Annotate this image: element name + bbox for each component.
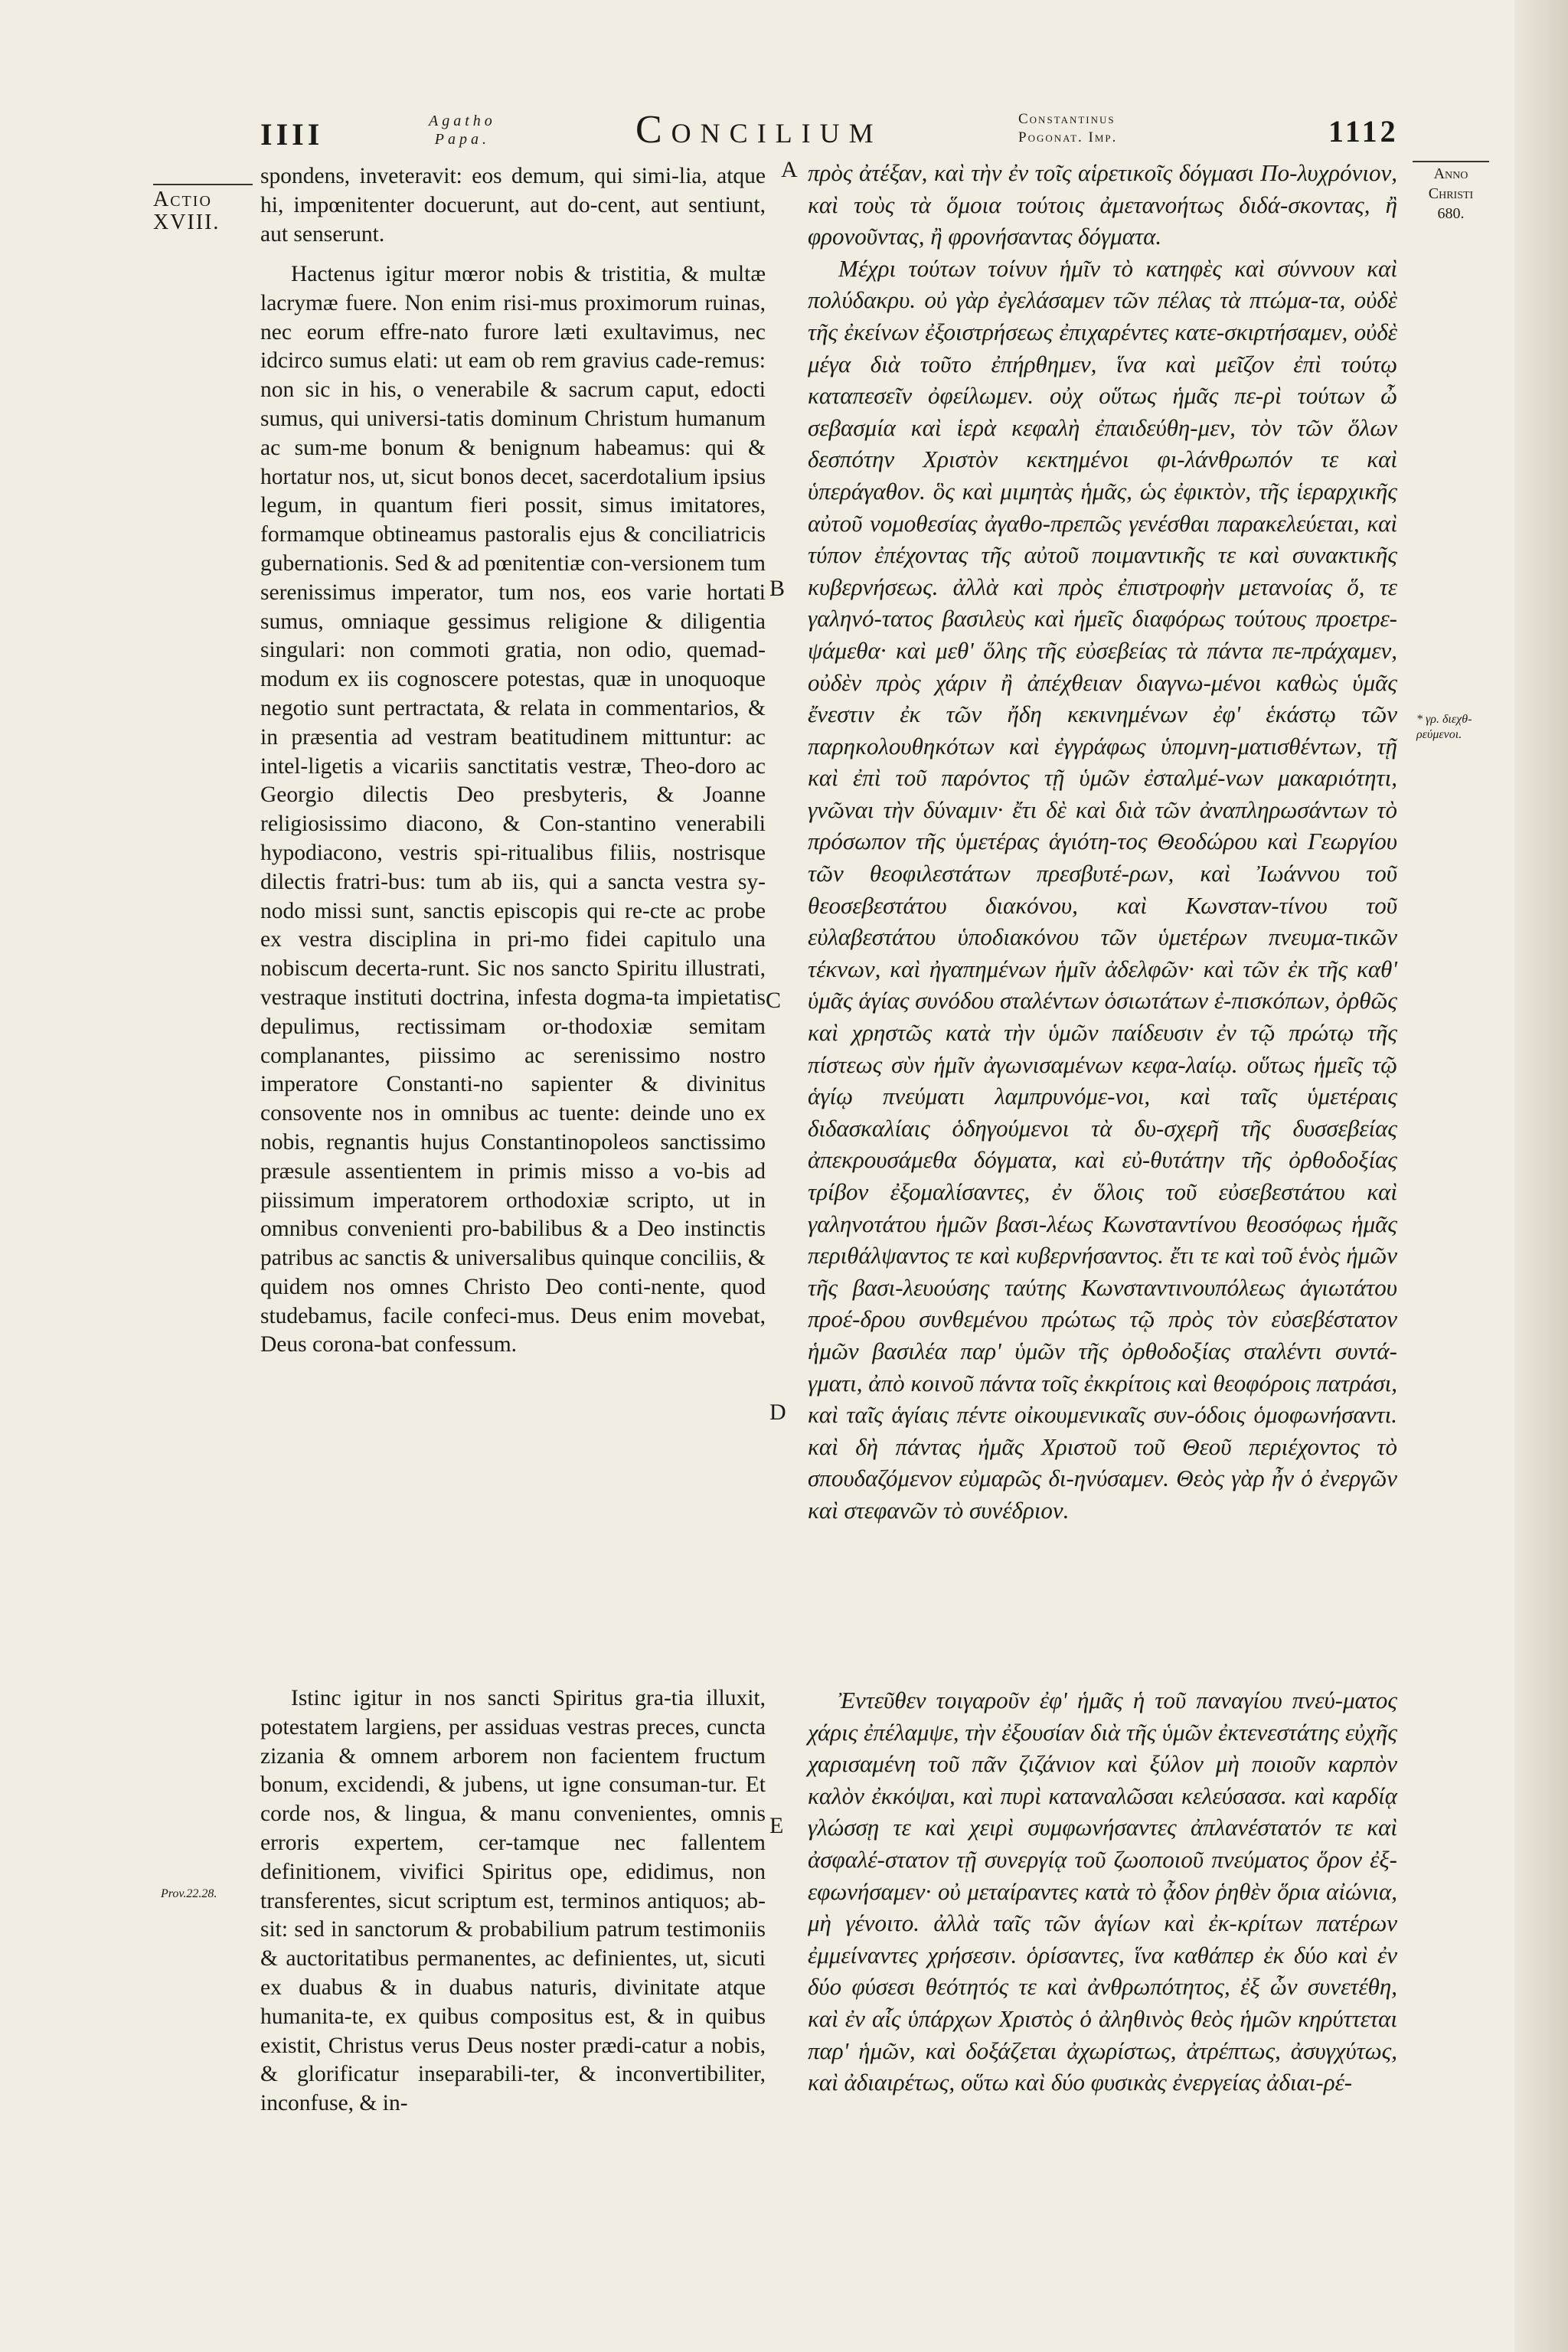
constantinus-title: Pogonat. Imp. bbox=[1018, 129, 1118, 145]
section-letter-c: C bbox=[766, 988, 782, 1013]
greek-column-top bbox=[808, 157, 1397, 1527]
greek-paragraph-3: Ἐντεῦθεν τοιγαροῦν ἐφ' ἡμᾶς ἡ τοῦ παναγίου πνεύ-ματος χάρις ἐπέλαμψε, τὴν ἐξουσίαν διὰ τῆς ὑμῶν ἐκτενεστάτης εὐχῆς χαρισαμένη τοῦ πᾶν ζιζάνιον καὶ ξύλον μὴ ποιοῦν καρπὸν καλὸν ἐκκόψαι, καὶ πυρὶ καταναλῶσαι κελεύσασα. καὶ καρδίᾳ γλώσσῃ τε καὶ χειρὶ συμφωνήσαντες ἀπλανέστατόν τε καὶ ἀσφαλέ-στατον τῇ συνεργίᾳ τοῦ ζωοποιοῦ πνεύματος ὅρον ἐξ-εφωνήσαμεν· οὐ μεταίραντες κατὰ τὸ ᾆδον ῥηθὲν ὅρια αἰώνια, μὴ γένοιτο. ἀλλὰ ταῖς τῶν ἁγίων καὶ ἐκ-κρίτων πατέρων ἐμμείναντες χρήσεσιν. ὁρίσαντες, ἵνα καθάπερ ἐκ δύο καὶ ἐν δύο φύσεσι θεότητός τε καὶ ἀνθρωπότητος, ἐξ ὧν συνετέθη, καὶ ἐν αἷς ὑπάρχων Χριστὸς ὁ ἀληθινὸς θεὸς ἡμῶν κηρύττεται παρ' ἡμῶν, καὶ δοξάζεται ἀχωρίστως, ἀτρέπτως, ἀσυγχύτως, καὶ ἀδιαιρέτως, οὕτω καὶ δύο φυσικὰς ἐνεργείας ἀδιαι-ρέ- bbox=[808, 1687, 1397, 2096]
actio-label: Actio bbox=[153, 188, 212, 211]
section-letter-e: E bbox=[769, 1813, 784, 1838]
section-letter-a: A bbox=[781, 157, 798, 182]
latin-paragraph-3: Istinc igitur in nos sancti Spiritus gra-tia illuxit, potestatem largiens, per assiduas vestras preces, cuncta zizania & omnem arborem non facientem fructum bonum, excidendi, & jubens, ut igne consuman-tur. Et corde nos, & lingua, & manu convenientes, omnis erroris expertem, cer-tamque nec fallentem definitionem, vivifici Spiritus ope, edidimus, non transferentes, sicut scriptum est, terminos antiquos; ab-sit: sed in sanctorum & probabilium patrum testimoniis & auctoritatibus permanentes, ac definientes, ut, sicuti ex duabus & in duabus naturis, divinitate atque humanita-te, ex quibus compositus est, & in quibus existit, Christus verus Deus noster prædi-catur a nobis, & glorificatur inseparabili-ter, & inconvertibiliter, inconfuse, & in- bbox=[260, 1686, 766, 2116]
page-number-left: IIII bbox=[260, 117, 324, 152]
constantinus-name: Constantinus bbox=[1018, 111, 1116, 127]
greek-variant-note: * γρ. διεχθ- ρεύμενοι. bbox=[1416, 713, 1472, 741]
header-agatho bbox=[429, 112, 496, 149]
anno-year: 680. bbox=[1437, 205, 1465, 222]
actio-marginal-note bbox=[153, 184, 253, 234]
agatho-title: Papa. bbox=[434, 131, 490, 148]
page-number-right: 1112 bbox=[1328, 114, 1399, 149]
latin-column-bottom bbox=[260, 1684, 766, 2118]
page-title: Concilium bbox=[635, 108, 883, 152]
greek-column-bottom bbox=[808, 1684, 1397, 2099]
anno-christi-note bbox=[1413, 161, 1489, 224]
proverbs-reference: Prov.22.28. bbox=[161, 1887, 217, 1900]
anno-label: Anno bbox=[1433, 165, 1468, 182]
latin-paragraph-2: Hactenus igitur mœror nobis & tristitia, & multæ lacrymæ fuere. Non enim risi-mus proximorum ruinas, nec eorum effre-nato furore læti exultavimus, nec idcirco sumus elati: ut eam ob rem gravius cade-remus: non sic in his, o venerabile & sacrum caput, edocti sumus, qui universi-tatis dominum Christum humanum ac sum-me bonum & benignum habeamus: qui & hortatur nos, ut, sicut bonos decet, sacerdotalium ipsius legum, in quantum fieri possit, simus imitatores, formamque obtineamus pastoralis ejus & conciliatricis gubernationis. Sed & ad pœnitentiæ con-versionem tum serenissimus imperator, tum nos, eos varie hortati sumus, omniaque gessimus religione & diligentia singulari: non commoti gratia, non odio, quemad-modum ex iis cognoscere potestas, quæ in unoquoque negotio sunt pertractata, & relata in commentarios, & in præsentia ad vestram beatitudinem mittuntur: ac intel-ligetis a vicariis sanctitatis vestræ, Theo-doro ac Georgio dilectis Deo presbyteris, & Joanne religiosissimo diacono, & Con-stantino venerabili hypodiacono, vestris spi-ritualibus filiis, nostrisque dilectis fratri-bus: tum ab iis, qui a sancta vestra sy-nodo missi sunt, sanctis episcopis qui re-cte ac probe ex vestra disciplina in pri-mo fidei capitulo una nobiscum decerta-runt. Sic nos sancto Spiritu illustrati, vestraque instituti doctrina, infesta dogma-ta impietatis depulimus, rectissimam or-thodoxiæ semitam complanantes, piissimo ac serenissimo nostro imperatore Constanti-no sapienter & divinitus consovente nos in omnibus ac tuente: deinde uno ex nobis, regnantis hujus Constantinopoleos sanctissimo præsule assentientem in primis misso a vo-bis ad piissimum imperatorem orthodoxiæ scripto, ut in omnibus convenienti pro-babilibus & a Deo instinctis patribus ac sanctis & universalibus quinque conciliis, & quidem nos omnes Christo Deo conti-nente, quod studebamus, facile confeci-mus. Deus enim movebat, Deus corona-bat confessum. bbox=[260, 262, 766, 1357]
section-letter-d: D bbox=[769, 1400, 786, 1425]
actio-number: XVIII. bbox=[153, 211, 220, 234]
latin-paragraph-1: spondens, inveteravit: eos demum, qui simi-lia, atque hi, impœnitenter docuerunt, aut do-cent, aut sentiunt, aut senserunt. bbox=[260, 164, 766, 247]
header-constantinus bbox=[1018, 110, 1117, 147]
latin-column-top bbox=[260, 162, 766, 249]
greek-paragraph-1: πρὸς ἀτέξαν, καὶ τὴν ἐν τοῖς αἱρετικοῖς δόγμασι Πο-λυχρόνιον, καὶ τοὺς τὰ ὅμοια τούτοις ἀμετανοήτως διδά-σκοντας, ἢ φρονοῦντας, ἢ φρονήσαντας δόγματα. bbox=[808, 159, 1397, 250]
christi-label: Christi bbox=[1428, 185, 1474, 202]
latin-column-middle bbox=[260, 260, 766, 1360]
page-gutter-shadow bbox=[1514, 0, 1568, 2352]
section-letter-b: B bbox=[769, 576, 786, 601]
agatho-name: Agatho bbox=[429, 113, 496, 129]
greek-paragraph-2: Μέχρι τούτων τοίνυν ἡμῖν τὸ κατηφὲς καὶ σύννουν καὶ πολύδακρυ. οὐ γὰρ ἐγελάσαμεν τῶν πέλας τὰ πτώμα-τα, οὐδὲ τῆς ἐκείνων ἐξοιστρήσεως ἐπιχαρέντες κατε-σκιρτήσαμεν, οὐδὲ μέγα διὰ τοῦτο ἐπήρθημεν, ἵνα καὶ μεῖζον ἐπὶ τούτῳ καταπεσεῖν ὀφείλωμεν. οὐχ οὕτως ἡμᾶς πε-ρὶ τούτων ὦ σεβασμία καὶ ἱερὰ κεφαλὴ ἐπαιδεύθη-μεν, τὸν τῶν ὅλων δεσπότην Χριστὸν κεκτημένοι φι-λάνθρωπόν τε καὶ ὑπεράγαθον. ὃς καὶ μιμητὰς ἡμᾶς, ὡς ἐφικτὸν, τῆς ἱεραρχικῆς αὐτοῦ νομοθεσίας ἀγαθο-πρεπῶς γενέσθαι παρακελεύεται, καὶ τύπον ἐπέχοντας τῆς αὐτοῦ ποιμαντικῆς τε καὶ συνακτικῆς κυβερνήσεως. ἀλλὰ καὶ πρὸς ἐπιστροφὴν μετανοίας ὅ, τε γαληνό-τατος βασιλεὺς καὶ ἡμεῖς διαφόρως τούτους προετρε-ψάμεθα· καὶ μεθ' ὅλης τῆς εὐσεβείας τὰ πάντα πε-πράχαμεν, οὐδὲν πρὸς χάριν ἢ ἀπέχθειαν διαγνω-μένοι καθὼς ὑμᾶς ἔνεστιν ἐκ τῶν ἤδη κεκινημένων ἐφ' ἑκάστῳ τῶν παρηκολουθηκότων καὶ ἐγγράφως ὑπομνη-ματισθέντων, τῇ καὶ ἐπὶ τοῦ παρόντος τῇ ὑμῶν ἐσταλμέ-νων μακαριότητι, γνῶναι τὴν δύναμιν· ἔτι δὲ καὶ διὰ τῶν ἀναπληρωσάντων τὸ πρόσωπον τῆς ὑμετέρας ἁγιότη-τος Θεοδώρου καὶ Γεωργίου τῶν θεοφιλεστάτων πρεσβυτέ-ρων, καὶ Ἰωάννου τοῦ θεοσεβεστάτου διακόνου, καὶ Κωνσταν-τίνου τοῦ εὐλαβεστάτου ὑποδιακόνου τῶν ὑμετέρων πνευμα-τικῶν τέκνων, καὶ ἠγαπημένων ἡμῖν ἀδελφῶν· καὶ τῶν ἐκ τῆς καθ' ὑμᾶς ἁγίας συνόδου σταλέντων ὁσιωτάτων ἐ-πισκόπων, ὀρθῶς καὶ χρηστῶς κατὰ τὴν ὑμῶν παίδευσιν ἐν τῷ πρώτῳ τῆς πίστεως σὺν ἡμῖν ἀγωνισαμένων κεφα-λαίῳ. οὕτως ἡμεῖς τῷ ἁγίῳ πνεύματι λαμπρυνόμε-νοι, καὶ ταῖς ὑμετέραις διδασκαλίαις ὁδηγούμενοι τὰ δυ-σχερῆ τῆς δυσσεβείας ἀπεκρουσάμεθα δόγματα, καὶ εὐ-θυτάτην τῆς ὀρθοδοξίας τρίβον ἐξομαλίσαντες, ἐν ὅλοις τοῦ εὐσεβεστάτου καὶ γαληνοτάτου ἡμῶν βασι-λέως Κωνσταντίνου θεοσόφως ἡμᾶς περιθάλψαντος τε καὶ κυβερνήσαντος. ἔτι τε καὶ τοῦ ἑνὸς ἡμῶν τῆς βασι-λευούσης ταύτης Κωνσταντινουπόλεως ἁγιωτάτου προέ-δρου συνθεμένου πρώτως τῷ πρὸς τὸν εὐσεβέστατον ἡμῶν βασιλέα παρ' ὑμῶν τῆς ὀρθοδοξίας σταλέντι συντά-γματι, ἀπὸ κοινοῦ πάντα τοῖς ἐκκρίτοις καὶ θεοφόροις πατράσι, καὶ ταῖς ἁγίαις πέντε οἰκουμενικαῖς συν-όδοις ὁμοφωνήσαντι. καὶ δὴ πάντας ἡμᾶς Χριστοῦ τοῦ Θεοῦ περιέχοντος τὸ σπουδαζόμενον εὐμαρῶς δι-ηνύσαμεν. Θεὸς γὰρ ἦν ὁ ἐνεργῶν καὶ στεφανῶν τὸ συνέδριον. bbox=[808, 254, 1397, 1524]
